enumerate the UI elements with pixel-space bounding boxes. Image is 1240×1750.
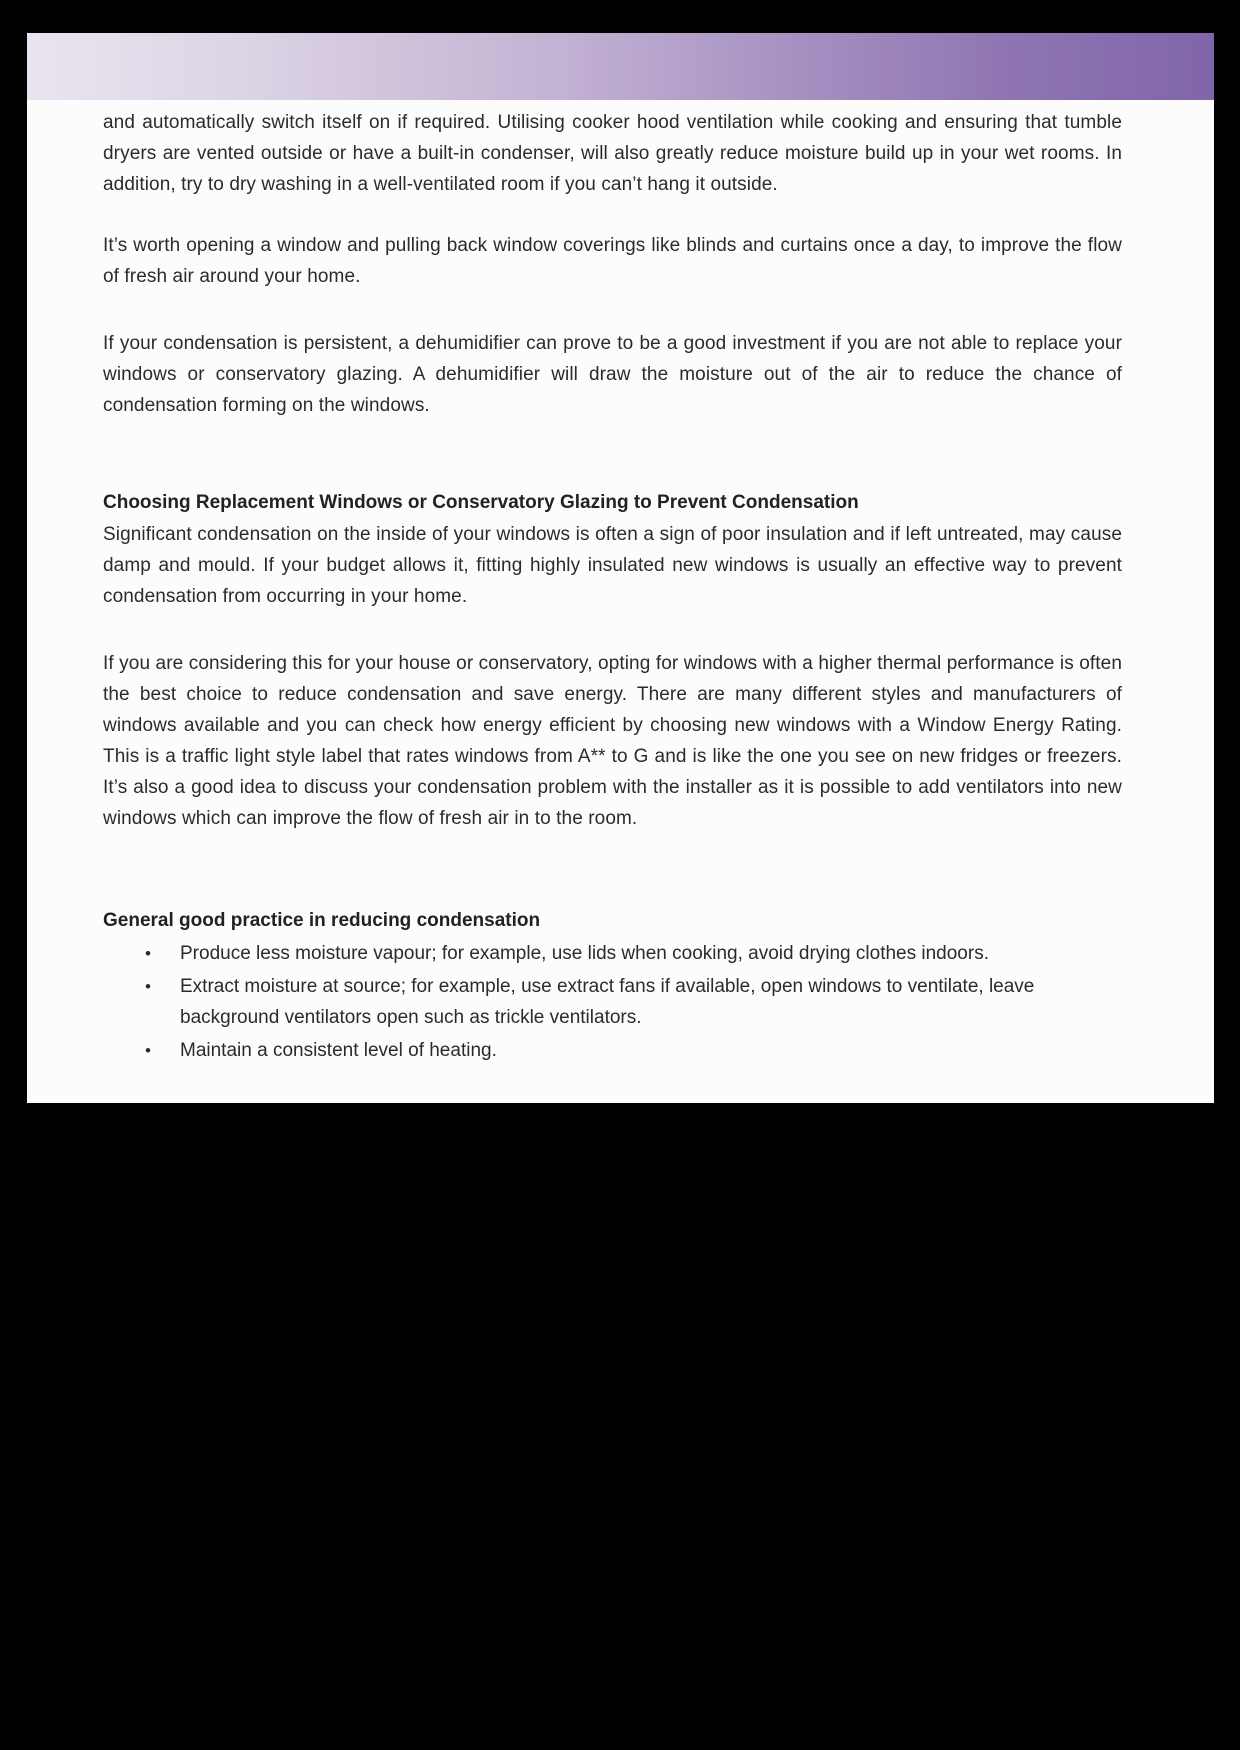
good-practice-list (103, 938, 1122, 1066)
paragraph-dehumidifier: If your condensation is persistent, a dehumidifier can prove to be a good investment if you are not able to replace your windows or conservatory glazing. A dehumidifier will draw the moisture out of the air to reduce the chance of condensation forming on the windows. (103, 333, 1122, 416)
bullet-item-produce-less-moisture (103, 938, 1122, 969)
page-content (27, 107, 1214, 1066)
bullet-icon: • (145, 944, 151, 963)
section-heading-replacement-windows: Choosing Replacement Windows or Conservatory Glazing to Prevent Condensation (103, 492, 859, 513)
bullet-icon: • (145, 1041, 151, 1060)
paragraph-ventilation: and automatically switch itself on if required. Utilising cooker hood ventilation while cooking and ensuring that tumble dryers are vented outside or have a built-in condenser, will also greatly reduce moisture build up in your wet rooms. In addition, try to dry washing in a well-ventilated room if you can’t hang it outside. (103, 112, 1122, 195)
bullet-item-consistent-heating (103, 1035, 1122, 1066)
bullet-text: Extract moisture at source; for example, use extract fans if available, open windows to ventilate, leave background ventilators open such as trickle ventilators. (180, 976, 1035, 1028)
paragraph-significant-condensation: Significant condensation on the inside of your windows is often a sign of poor insulation and if left untreated, may cause damp and mould. If your budget allows it, fitting highly insulated new windows is usually an effective way to prevent condensation from occurring in your home. (103, 524, 1122, 607)
bullet-text: Maintain a consistent level of heating. (180, 1040, 497, 1061)
paragraph-open-window: It’s worth opening a window and pulling back window coverings like blinds and curtains once a day, to improve the flow of fresh air around your home. (103, 235, 1122, 287)
bullet-icon: • (145, 977, 151, 996)
bullet-item-extract-moisture (103, 971, 1122, 1033)
bullet-text: Produce less moisture vapour; for example, use lids when cooking, avoid drying clothes indoors. (180, 943, 989, 964)
section-heading-good-practice: General good practice in reducing condensation (103, 910, 541, 931)
document-page (27, 33, 1214, 1103)
header-gradient-banner (27, 33, 1214, 100)
paragraph-window-energy-rating: If you are considering this for your house or conservatory, opting for windows with a higher thermal performance is often the best choice to reduce condensation and save energy. There are many different styles and manufacturers of windows available and you can check how energy efficient by choosing new windows with a Window Energy Rating. This is a traffic light style label that rates windows from A** to G and is like the one you see on new fridges or freezers. It’s also a good idea to discuss your condensation problem with the installer as it is possible to add ventilators into new windows which can improve the flow of fresh air in to the room. (103, 653, 1122, 829)
